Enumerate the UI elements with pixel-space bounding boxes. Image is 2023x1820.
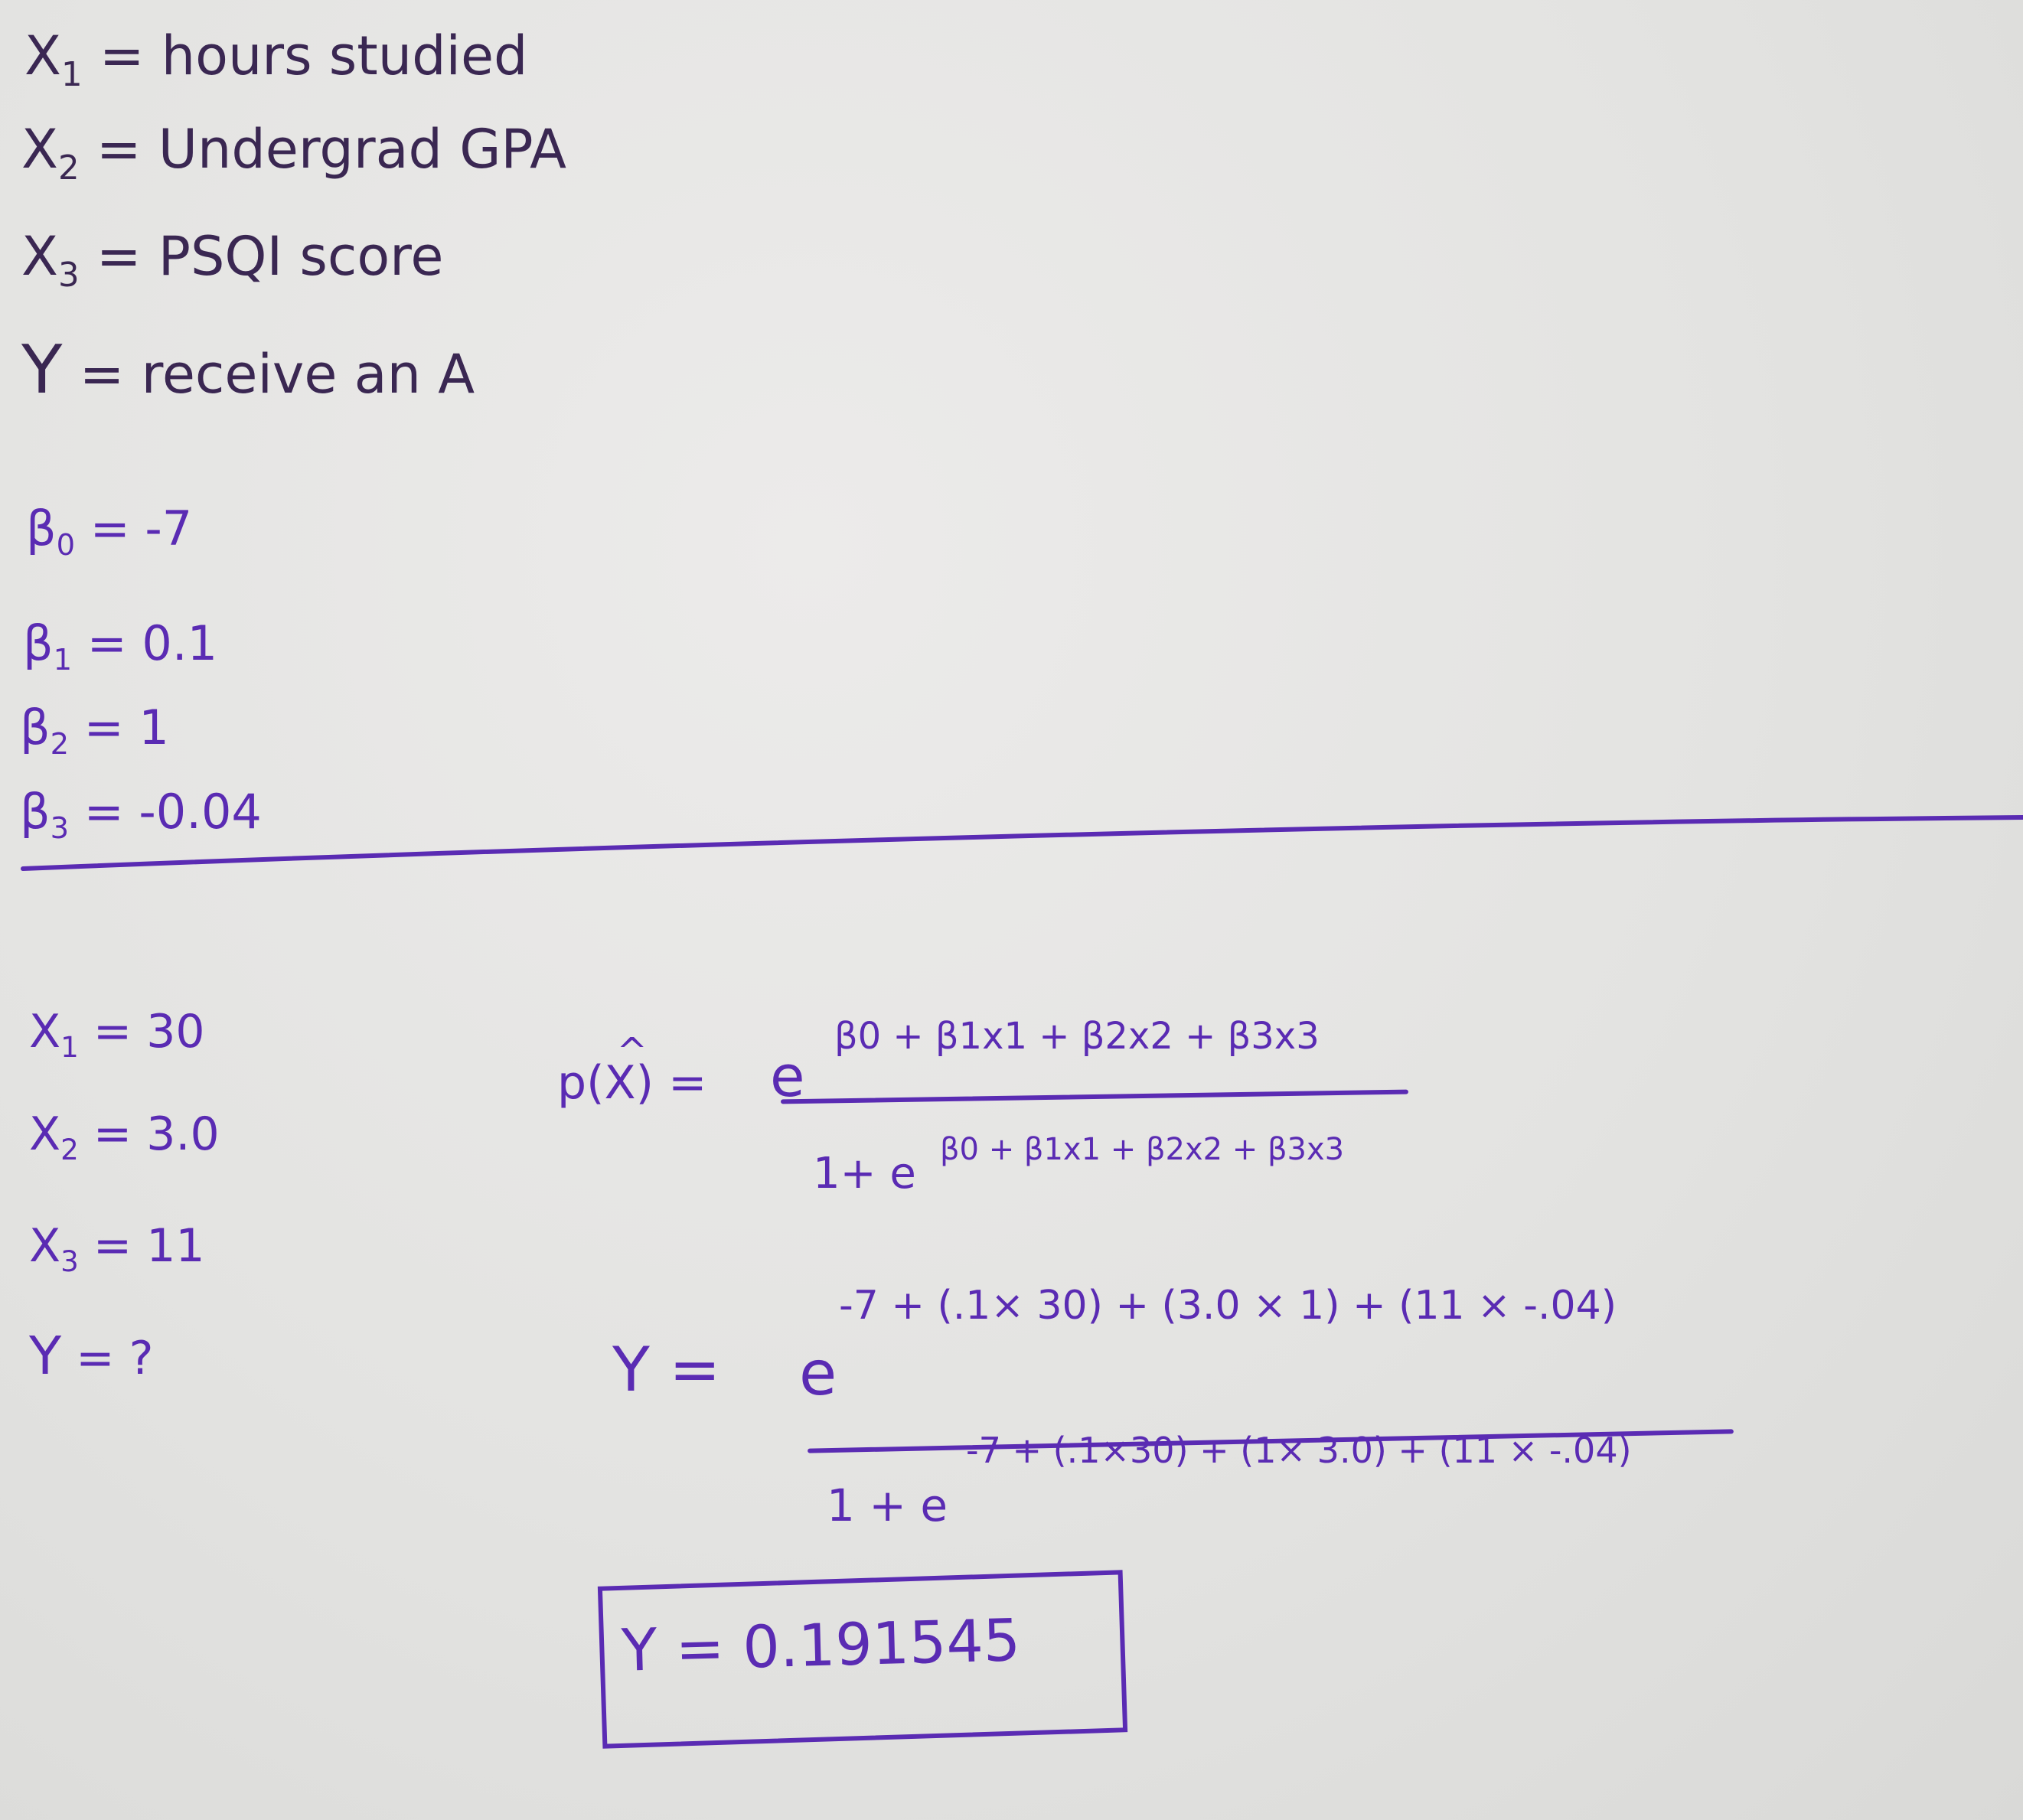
- given-x3: $X_3 = 11$: [29, 1219, 205, 1279]
- value-b3: -0.04: [139, 784, 262, 840]
- given-var-x1: X: [29, 1005, 61, 1058]
- desc-y: receive an A: [141, 343, 475, 406]
- var-x2: X: [21, 118, 58, 181]
- sym-b1: β: [23, 615, 54, 671]
- given-var-y: Y: [29, 1326, 62, 1387]
- substitution-lhs-text: Y =: [612, 1334, 721, 1405]
- substitution-lhs: [612, 1334, 721, 1405]
- given-sub-x3: 3: [60, 1244, 79, 1279]
- formula-numerator-e: e: [770, 1044, 805, 1110]
- substitution-denominator-exponent: [966, 1430, 1632, 1471]
- given-value-x1: 30: [146, 1005, 205, 1058]
- value-b2: 1: [139, 700, 169, 755]
- value-b0: -7: [145, 501, 193, 556]
- definition-x1: $X_1$ = hours studied: [24, 24, 528, 95]
- sym-b0: β: [26, 501, 57, 556]
- given-sub-x2: 2: [60, 1133, 79, 1167]
- given-x2: $X_2 = 3.0$: [29, 1107, 220, 1167]
- sub-b3: 3: [50, 811, 70, 846]
- given-x1: $X_1 = 30$: [29, 1005, 205, 1065]
- substitution-numerator-e: e: [799, 1338, 837, 1409]
- coefficient-b3: $\beta_3 = -0.04$: [20, 784, 262, 846]
- formula-denominator-prefix-text: 1+ e: [813, 1149, 916, 1199]
- coefficient-b2: $\beta_2 = 1$: [20, 700, 169, 762]
- sub-x3: 3: [57, 256, 80, 295]
- var-y: Y: [21, 331, 63, 409]
- sym-b2: β: [20, 700, 51, 755]
- sub-x2: 2: [57, 149, 80, 188]
- given-var-x3: X: [29, 1219, 61, 1273]
- substitution-denominator-prefix: [827, 1479, 948, 1531]
- coefficient-b0: $\beta_0 = -7$: [26, 501, 193, 563]
- definition-x2: $X_2$ = Undergrad GPA: [21, 118, 567, 188]
- formula-numerator-base: [770, 1044, 805, 1110]
- var-x3: X: [21, 225, 58, 288]
- divider-stroke: [23, 817, 2023, 869]
- given-var-x2: X: [29, 1107, 61, 1161]
- formula-denominator-prefix: [813, 1149, 916, 1199]
- formula-denominator-exponent-text: β0 + β1x1 + β2x2 + β3x3: [940, 1132, 1345, 1167]
- definition-x3: $X_3$ = PSQI score: [21, 225, 444, 295]
- given-y: Y = ?: [29, 1326, 154, 1387]
- formula-numerator-exponent-text: β0 + β1x1 + β2x2 + β3x3: [834, 1015, 1320, 1058]
- given-value-x3: 11: [146, 1219, 205, 1273]
- sub-b1: 1: [53, 643, 73, 678]
- desc-x2: Undergrad GPA: [158, 118, 567, 181]
- sub-x1: 1: [60, 56, 83, 95]
- formula-numerator-exponent: [834, 1015, 1320, 1058]
- desc-x1: hours studied: [161, 24, 528, 87]
- given-value-y: ?: [129, 1332, 154, 1385]
- substitution-numerator-base: [799, 1338, 837, 1409]
- answer-value: Y = 0.191545: [620, 1606, 1022, 1685]
- formula-lhs-text: ^ p(X) =: [557, 1060, 706, 1106]
- var-x1: X: [24, 24, 61, 87]
- sub-b0: 0: [56, 528, 76, 563]
- desc-x3: PSQI score: [158, 225, 444, 288]
- substitution-denominator-prefix-text: 1 + e: [827, 1479, 948, 1531]
- answer-text: [620, 1606, 1022, 1685]
- substitution-numerator-exponent: [839, 1283, 1617, 1329]
- sym-b3: β: [20, 784, 51, 840]
- sub-b2: 2: [50, 727, 70, 762]
- formula-lhs: [557, 1056, 707, 1110]
- value-b1: 0.1: [142, 615, 218, 671]
- given-sub-x1: 1: [60, 1030, 79, 1065]
- coefficient-b1: $\beta_1 = 0.1$: [23, 615, 218, 678]
- definition-y: Y = receive an A: [21, 331, 475, 409]
- formula-fraction-bar: [781, 1090, 1408, 1104]
- substitution-numerator-exponent-text: -7 + (.1× 30) + (3.0 × 1) + (11 × -.04): [839, 1283, 1617, 1329]
- substitution-denominator-exponent-text: -7 + (.1×30) + (1× 3.0) + (11 × -.04): [966, 1430, 1632, 1471]
- formula-denominator-exponent: [940, 1134, 1344, 1165]
- given-value-x2: 3.0: [146, 1107, 220, 1161]
